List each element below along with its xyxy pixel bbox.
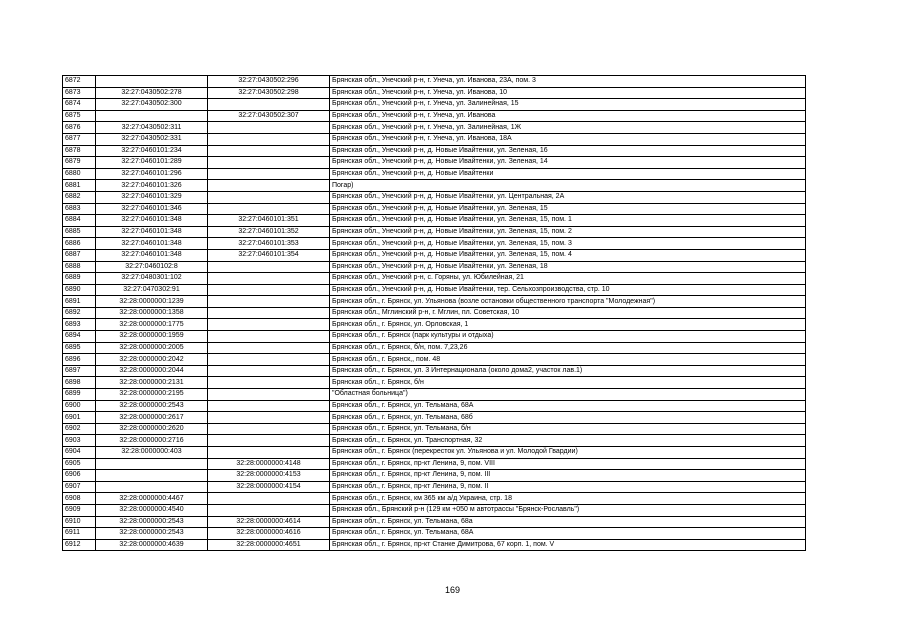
sub-cadastral-number-cell (208, 493, 330, 505)
address-cell: Брянская обл., Мглинский р-н, г. Мглин, пл. Советская, 10 (330, 307, 806, 319)
row-number-cell: 6893 (63, 319, 96, 331)
address-cell: Брянская обл., г. Брянск, пр-кт Станке Димитрова, 67 корп. 1, пом. V (330, 539, 806, 551)
table-row (63, 528, 806, 540)
cadastral-number-cell: 32:27:0460101:296 (96, 168, 208, 180)
sub-cadastral-number-cell (208, 447, 330, 459)
row-number-cell: 6875 (63, 110, 96, 122)
row-number-cell: 6880 (63, 168, 96, 180)
address-cell: Брянская обл., Унечский р-н, г. Унеча, ул. Иванова, 10 (330, 87, 806, 99)
table-row (63, 261, 806, 273)
row-number-cell: 6879 (63, 157, 96, 169)
cadastral-number-cell (96, 110, 208, 122)
sub-cadastral-number-cell (208, 296, 330, 308)
sub-cadastral-number-cell: 32:28:0000000:4614 (208, 516, 330, 528)
row-number-cell: 6908 (63, 493, 96, 505)
row-number-cell: 6911 (63, 528, 96, 540)
row-number-cell: 6883 (63, 203, 96, 215)
table-row (63, 145, 806, 157)
table-row (63, 470, 806, 482)
address-cell: Брянская обл., Унечский р-н, д. Новые Ивайтенки (330, 168, 806, 180)
address-cell: Брянская обл., г. Брянск, ул. 3 Интернационала (около дома2, участок лав.1) (330, 365, 806, 377)
address-cell: Брянская обл., Унечский р-н, д. Новые Ивайтенки, ул. Центральная, 2А (330, 191, 806, 203)
address-cell: Брянская обл., Унечский р-н, д. Новые Ивайтенки, ул. Зеленая, 15, пом. 1 (330, 215, 806, 227)
table-row (63, 365, 806, 377)
table-row (63, 493, 806, 505)
cadastral-number-cell (96, 470, 208, 482)
sub-cadastral-number-cell (208, 168, 330, 180)
cadastral-number-cell: 32:27:0430502:300 (96, 99, 208, 111)
address-cell: Брянская обл., г. Брянск, км 365 км а/д Украина, стр. 18 (330, 493, 806, 505)
row-number-cell: 6896 (63, 354, 96, 366)
sub-cadastral-number-cell (208, 319, 330, 331)
sub-cadastral-number-cell: 32:27:0460101:352 (208, 226, 330, 238)
cadastral-number-cell: 32:27:0460101:289 (96, 157, 208, 169)
cadastral-number-cell: 32:27:0460102:8 (96, 261, 208, 273)
cadastral-number-cell: 32:28:0000000:2543 (96, 400, 208, 412)
row-number-cell: 6872 (63, 76, 96, 88)
address-cell: Брянская обл., г. Брянск (перекресток ул. Ульянова и ул. Молодой Гвардии) (330, 447, 806, 459)
address-cell: Брянская обл., г. Брянск, б/н, пом. 7,23,26 (330, 342, 806, 354)
row-number-cell: 6906 (63, 470, 96, 482)
address-cell: Брянская обл., Унечский р-н, д. Новые Ивайтенки, ул. Зеленая, 18 (330, 261, 806, 273)
table-row (63, 400, 806, 412)
table-row (63, 110, 806, 122)
cadastral-number-cell: 32:27:0460101:348 (96, 249, 208, 261)
sub-cadastral-number-cell (208, 504, 330, 516)
table-row (63, 412, 806, 424)
address-cell: Брянская обл., г. Брянск, ул. Ульянова (возле остановки общественного транспорта "Молодежная") (330, 296, 806, 308)
row-number-cell: 6886 (63, 238, 96, 250)
address-cell: Брянская обл., Унечский р-н, д. Новые Ивайтенки, ул. Зеленая, 15, пом. 2 (330, 226, 806, 238)
table-row (63, 342, 806, 354)
address-cell: Брянская обл., г. Брянск, ул. Тельмана, 68а (330, 516, 806, 528)
row-number-cell: 6894 (63, 331, 96, 343)
table-row (63, 458, 806, 470)
table-row (63, 481, 806, 493)
registry-table-body (63, 76, 806, 551)
address-cell: Брянская обл., Унечский р-н, г. Унеча, ул. Иванова, 23А, пом. 3 (330, 76, 806, 88)
address-cell: Погар) (330, 180, 806, 192)
sub-cadastral-number-cell (208, 423, 330, 435)
address-cell: Брянская обл., Унечский р-н, с. Горяны, ул. Юбилейная, 21 (330, 273, 806, 285)
cadastral-number-cell: 32:28:0000000:2716 (96, 435, 208, 447)
address-cell: Брянская обл., Унечский р-н, г. Унеча, ул. Иванова, 18А (330, 133, 806, 145)
cadastral-number-cell: 32:28:0000000:2042 (96, 354, 208, 366)
table-row (63, 435, 806, 447)
address-cell: Брянская обл., г. Брянск, ул. Тельмана, 68А (330, 528, 806, 540)
table-row (63, 296, 806, 308)
sub-cadastral-number-cell (208, 122, 330, 134)
row-number-cell: 6874 (63, 99, 96, 111)
table-row (63, 377, 806, 389)
address-cell: Брянская обл., г. Брянск, ул. Тельмана, 68А (330, 400, 806, 412)
sub-cadastral-number-cell: 32:27:0430502:296 (208, 76, 330, 88)
table-row (63, 319, 806, 331)
address-cell: Брянская обл., г. Брянск (парк культуры и отдыха) (330, 331, 806, 343)
sub-cadastral-number-cell: 32:27:0430502:307 (208, 110, 330, 122)
table-row (63, 168, 806, 180)
table-row (63, 203, 806, 215)
cadastral-number-cell: 32:27:0470302:91 (96, 284, 208, 296)
table-row (63, 539, 806, 551)
row-number-cell: 6884 (63, 215, 96, 227)
table-row (63, 331, 806, 343)
row-number-cell: 6885 (63, 226, 96, 238)
table-row (63, 157, 806, 169)
address-cell: Брянская обл., Унечский р-н, д. Новые Ивайтенки, тер. Сельхозпроизводства, стр. 10 (330, 284, 806, 296)
table-row (63, 122, 806, 134)
cadastral-number-cell: 32:28:0000000:1959 (96, 331, 208, 343)
cadastral-number-cell: 32:28:0000000:4540 (96, 504, 208, 516)
row-number-cell: 6907 (63, 481, 96, 493)
address-cell: Брянская обл., Унечский р-н, д. Новые Ивайтенки, ул. Зеленая, 16 (330, 145, 806, 157)
cadastral-number-cell: 32:27:0430502:311 (96, 122, 208, 134)
sub-cadastral-number-cell (208, 400, 330, 412)
sub-cadastral-number-cell (208, 377, 330, 389)
row-number-cell: 6891 (63, 296, 96, 308)
sub-cadastral-number-cell (208, 435, 330, 447)
table-row (63, 504, 806, 516)
cadastral-number-cell: 32:28:0000000:2005 (96, 342, 208, 354)
address-cell: "Областная больница") (330, 389, 806, 401)
sub-cadastral-number-cell: 32:27:0430502:298 (208, 87, 330, 99)
cadastral-number-cell (96, 76, 208, 88)
cadastral-number-cell: 32:28:0000000:1358 (96, 307, 208, 319)
cadastral-number-cell: 32:28:0000000:403 (96, 447, 208, 459)
cadastral-number-cell: 32:27:0480301:102 (96, 273, 208, 285)
table-row (63, 423, 806, 435)
row-number-cell: 6873 (63, 87, 96, 99)
sub-cadastral-number-cell (208, 331, 330, 343)
row-number-cell: 6897 (63, 365, 96, 377)
cadastral-number-cell: 32:28:0000000:2195 (96, 389, 208, 401)
table-row (63, 76, 806, 88)
address-cell: Брянская обл., Унечский р-н, д. Новые Ивайтенки, ул. Зеленая, 15 (330, 203, 806, 215)
sub-cadastral-number-cell (208, 389, 330, 401)
cadastral-number-cell: 32:27:0460101:348 (96, 215, 208, 227)
row-number-cell: 6912 (63, 539, 96, 551)
address-cell: Брянская обл., г. Брянск, пр-кт Ленина, 9, пом. III (330, 470, 806, 482)
registry-table (62, 75, 806, 551)
row-number-cell: 6910 (63, 516, 96, 528)
table-row (63, 215, 806, 227)
sub-cadastral-number-cell (208, 365, 330, 377)
address-cell: Брянская обл., г. Брянск, ул. Транспортная, 32 (330, 435, 806, 447)
row-number-cell: 6890 (63, 284, 96, 296)
sub-cadastral-number-cell (208, 307, 330, 319)
table-row (63, 87, 806, 99)
cadastral-number-cell: 32:28:0000000:2620 (96, 423, 208, 435)
cadastral-number-cell: 32:28:0000000:2543 (96, 528, 208, 540)
row-number-cell: 6887 (63, 249, 96, 261)
cadastral-number-cell: 32:28:0000000:2543 (96, 516, 208, 528)
cadastral-number-cell: 32:27:0460101:326 (96, 180, 208, 192)
table-row (63, 516, 806, 528)
table-row (63, 307, 806, 319)
row-number-cell: 6877 (63, 133, 96, 145)
address-cell: Брянская обл., Унечский р-н, д. Новые Ивайтенки, ул. Зеленая, 14 (330, 157, 806, 169)
address-cell: Брянская обл., Унечский р-н, г. Унеча, ул. Залинейная, 1Ж (330, 122, 806, 134)
row-number-cell: 6902 (63, 423, 96, 435)
sub-cadastral-number-cell: 32:28:0000000:4153 (208, 470, 330, 482)
row-number-cell: 6882 (63, 191, 96, 203)
address-cell: Брянская обл., г. Брянск, пр-кт Ленина, 9, пом. II (330, 481, 806, 493)
address-cell: Брянская обл., Унечский р-н, д. Новые Ивайтенки, ул. Зеленая, 15, пом. 3 (330, 238, 806, 250)
row-number-cell: 6876 (63, 122, 96, 134)
table-row (63, 354, 806, 366)
sub-cadastral-number-cell (208, 191, 330, 203)
cadastral-number-cell: 32:28:0000000:2617 (96, 412, 208, 424)
address-cell: Брянская обл., г. Брянск, пр-кт Ленина, 9, пом. VIII (330, 458, 806, 470)
sub-cadastral-number-cell (208, 133, 330, 145)
table-row (63, 226, 806, 238)
sub-cadastral-number-cell: 32:28:0000000:4148 (208, 458, 330, 470)
row-number-cell: 6889 (63, 273, 96, 285)
cadastral-number-cell: 32:28:0000000:4639 (96, 539, 208, 551)
cadastral-number-cell: 32:27:0460101:348 (96, 226, 208, 238)
cadastral-number-cell (96, 458, 208, 470)
row-number-cell: 6895 (63, 342, 96, 354)
sub-cadastral-number-cell: 32:27:0460101:351 (208, 215, 330, 227)
address-cell: Брянская обл., г. Брянск, ул. Тельмана, б/н (330, 423, 806, 435)
sub-cadastral-number-cell (208, 273, 330, 285)
cadastral-number-cell: 32:28:0000000:2044 (96, 365, 208, 377)
sub-cadastral-number-cell (208, 412, 330, 424)
row-number-cell: 6878 (63, 145, 96, 157)
sub-cadastral-number-cell (208, 261, 330, 273)
sub-cadastral-number-cell (208, 203, 330, 215)
sub-cadastral-number-cell: 32:28:0000000:4154 (208, 481, 330, 493)
sub-cadastral-number-cell: 32:27:0460101:353 (208, 238, 330, 250)
address-cell: Брянская обл., г. Брянск, ул. Орловская, 1 (330, 319, 806, 331)
cadastral-number-cell: 32:28:0000000:1239 (96, 296, 208, 308)
table-row (63, 191, 806, 203)
cadastral-number-cell: 32:27:0460101:329 (96, 191, 208, 203)
sub-cadastral-number-cell (208, 342, 330, 354)
address-cell: Брянская обл., Брянский р-н (129 км +050 м автотрассы "Брянск-Рославль") (330, 504, 806, 516)
table-row (63, 180, 806, 192)
row-number-cell: 6899 (63, 389, 96, 401)
row-number-cell: 6898 (63, 377, 96, 389)
row-number-cell: 6909 (63, 504, 96, 516)
row-number-cell: 6905 (63, 458, 96, 470)
row-number-cell: 6904 (63, 447, 96, 459)
table-row (63, 238, 806, 250)
cadastral-number-cell: 32:28:0000000:1775 (96, 319, 208, 331)
sub-cadastral-number-cell (208, 99, 330, 111)
cadastral-number-cell: 32:27:0460101:348 (96, 238, 208, 250)
row-number-cell: 6892 (63, 307, 96, 319)
address-cell: Брянская обл., Унечский р-н, г. Унеча, ул. Залинейная, 15 (330, 99, 806, 111)
address-cell: Брянская обл., г. Брянск, ул. Тельмана, 68б (330, 412, 806, 424)
address-cell: Брянская обл., Унечский р-н, д. Новые Ивайтенки, ул. Зеленая, 15, пом. 4 (330, 249, 806, 261)
sub-cadastral-number-cell (208, 157, 330, 169)
sub-cadastral-number-cell (208, 180, 330, 192)
sub-cadastral-number-cell: 32:28:0000000:4651 (208, 539, 330, 551)
row-number-cell: 6901 (63, 412, 96, 424)
table-row (63, 249, 806, 261)
table-row (63, 447, 806, 459)
address-cell: Брянская обл., Унечский р-н, г. Унеча, ул. Иванова (330, 110, 806, 122)
cadastral-number-cell: 32:27:0460101:346 (96, 203, 208, 215)
sub-cadastral-number-cell (208, 145, 330, 157)
row-number-cell: 6881 (63, 180, 96, 192)
cadastral-number-cell: 32:28:0000000:4467 (96, 493, 208, 505)
cadastral-number-cell: 32:27:0460101:234 (96, 145, 208, 157)
row-number-cell: 6900 (63, 400, 96, 412)
table-row (63, 389, 806, 401)
cadastral-number-cell: 32:28:0000000:2131 (96, 377, 208, 389)
cadastral-number-cell: 32:27:0430502:331 (96, 133, 208, 145)
cadastral-number-cell: 32:27:0430502:278 (96, 87, 208, 99)
address-cell: Брянская обл., г. Брянск, б/н (330, 377, 806, 389)
address-cell: Брянская обл., г. Брянск,, пом. 48 (330, 354, 806, 366)
row-number-cell: 6903 (63, 435, 96, 447)
table-row (63, 284, 806, 296)
sub-cadastral-number-cell: 32:28:0000000:4616 (208, 528, 330, 540)
sub-cadastral-number-cell (208, 284, 330, 296)
cadastral-number-cell (96, 481, 208, 493)
table-row (63, 273, 806, 285)
table-row (63, 133, 806, 145)
sub-cadastral-number-cell: 32:27:0460101:354 (208, 249, 330, 261)
row-number-cell: 6888 (63, 261, 96, 273)
table-row (63, 99, 806, 111)
page-number: 169 (444, 585, 461, 595)
sub-cadastral-number-cell (208, 354, 330, 366)
